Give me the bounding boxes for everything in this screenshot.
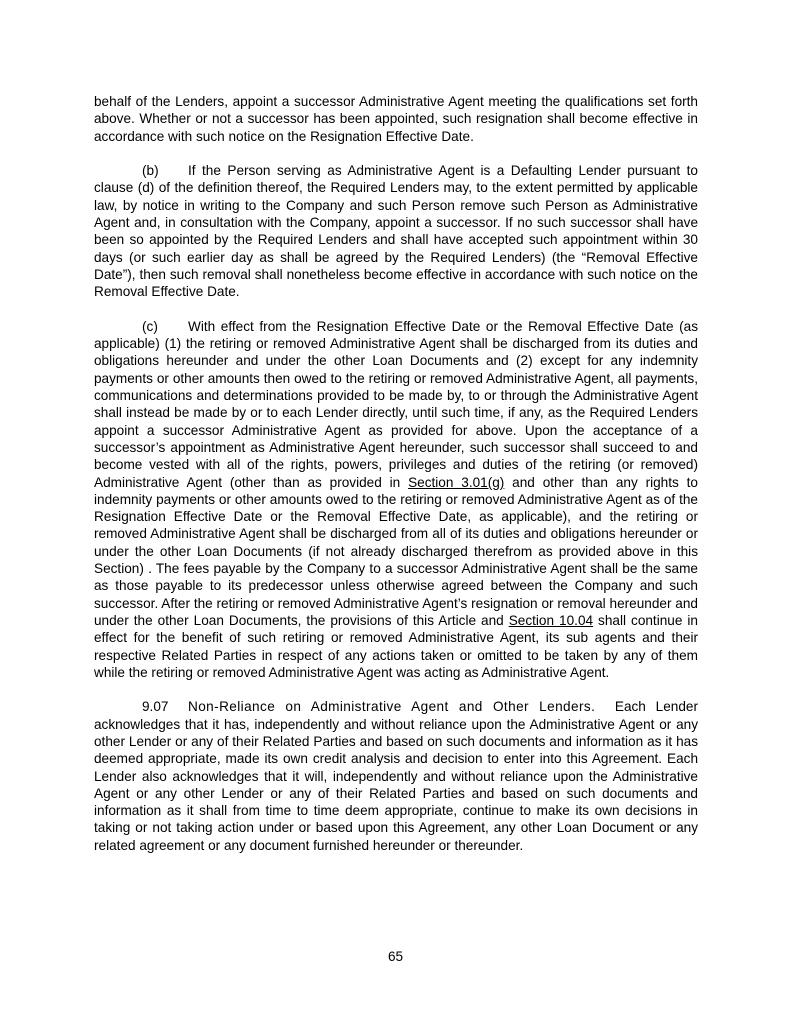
paragraph-b-text: If the Person serving as Administrative Agent is a Defaulting Lender pursuant to clause (d) of the definition thereof, the Required Lenders may, to the extent permitted by applicable law, by notice in writing to the Company and such Person remove such Person as Administrative Agent and, in consultation with the Company, appoint a successor. If no such successor shall have been so appointed by the Required Lenders and shall have accepted such appointment within 30 days (or such earlier day as shall be agreed by the Required Lenders) (the “Removal Effective Date”), then such removal shall nonetheless become effective in accordance with such notice on the Removal Effective Date.: [94, 163, 698, 300]
section-9-07-text: Each Lender acknowledges that it has, independently and without reliance upon the Administrative Agent or any other Lender or any of their Related Parties and based on such documents and information as it has deemed appropriate, made its own credit analysis and decision to enter into this Agreement. Each Lender also acknowledges that it will, independently and without reliance upon the Administrative Agent or any other Lender or any of their Related Parties and based on such documents and information as it shall from time to time deem appropriate, continue to make its own decisions in taking or not taking action under or based upon this Agreement, any other Loan Document or any related agreement or any document furnished hereunder or thereunder.: [94, 699, 698, 853]
paragraph-c: [94, 318, 698, 681]
section-reference-link[interactable]: Section 10.04: [508, 612, 594, 628]
section-number: 9.07: [142, 699, 169, 715]
paragraph-b: [94, 162, 698, 300]
section-9-07: [94, 698, 698, 854]
paragraph-a-text: behalf of the Lenders, appoint a successor Administrative Agent meeting the qualifications set forth above. Whether or not a successor has been appointed, such resignation shall become effective in accordance with such notice on the Resignation Effective Date.: [94, 94, 698, 144]
paragraph-c-label: (c): [142, 318, 158, 334]
paragraph-c-text-1: With effect from the Resignation Effective Date or the Removal Effective Date (as applicable) (1) the retiring or removed Administrative Agent shall be discharged from its duties and obligations hereunder and under the other Loan Documents and (2) except for any indemnity payments or other amounts then owed to the retiring or removed Administrative Agent, all payments, communications and determinations provided to be made by, to or through the Administrative Agent shall instead be made by or to each Lender directly, until such time, if any, as the Required Lenders appoint a successor Administrative Agent as provided for above. Upon the acceptance of a successor’s appointment as Administrative Agent hereunder, such successor shall succeed to and become vested with all of the rights, powers, privileges and duties of the retiring (or removed) Administrative Agent (other than as provided in: [94, 318, 698, 490]
section-reference-link[interactable]: Section 3.01(g): [408, 474, 505, 490]
paragraph-a-continuation: [94, 93, 698, 145]
paragraph-b-label: (b): [142, 163, 159, 179]
paragraph-c-text-2: and other than any rights to indemnity payments or other amounts owed to the retiring or removed Administrative Agent as of the Resignation Effective Date or the Removal Effective Date, as applicable), and the retiring or removed Administrative Agent shall be discharged from all of its duties and obligations hereunder or under the other Loan Documents (if not already discharged therefrom as provided above in this Section) . The fees payable by the Company to a successor Administrative Agent shall be the same as those payable to its predecessor unless otherwise agreed between the Company and such successor. After the retiring or removed Administrative Agent’s resignation or removal hereunder and under the other Loan Documents, the provisions of this Article and: [94, 474, 698, 628]
paragraph-c-text-3: shall continue in effect for the benefit of such retiring or removed Administrative Agent, its sub agents and their respective Related Parties in respect of any actions taken or omitted to be taken by any of them while the retiring or removed Administrative Agent was acting as Administrative Agent.: [94, 612, 698, 680]
page-body: [94, 93, 698, 871]
page-number: 65: [387, 949, 404, 964]
section-heading: Non-Reliance on Administrative Agent and Other Lenders.: [188, 699, 596, 715]
